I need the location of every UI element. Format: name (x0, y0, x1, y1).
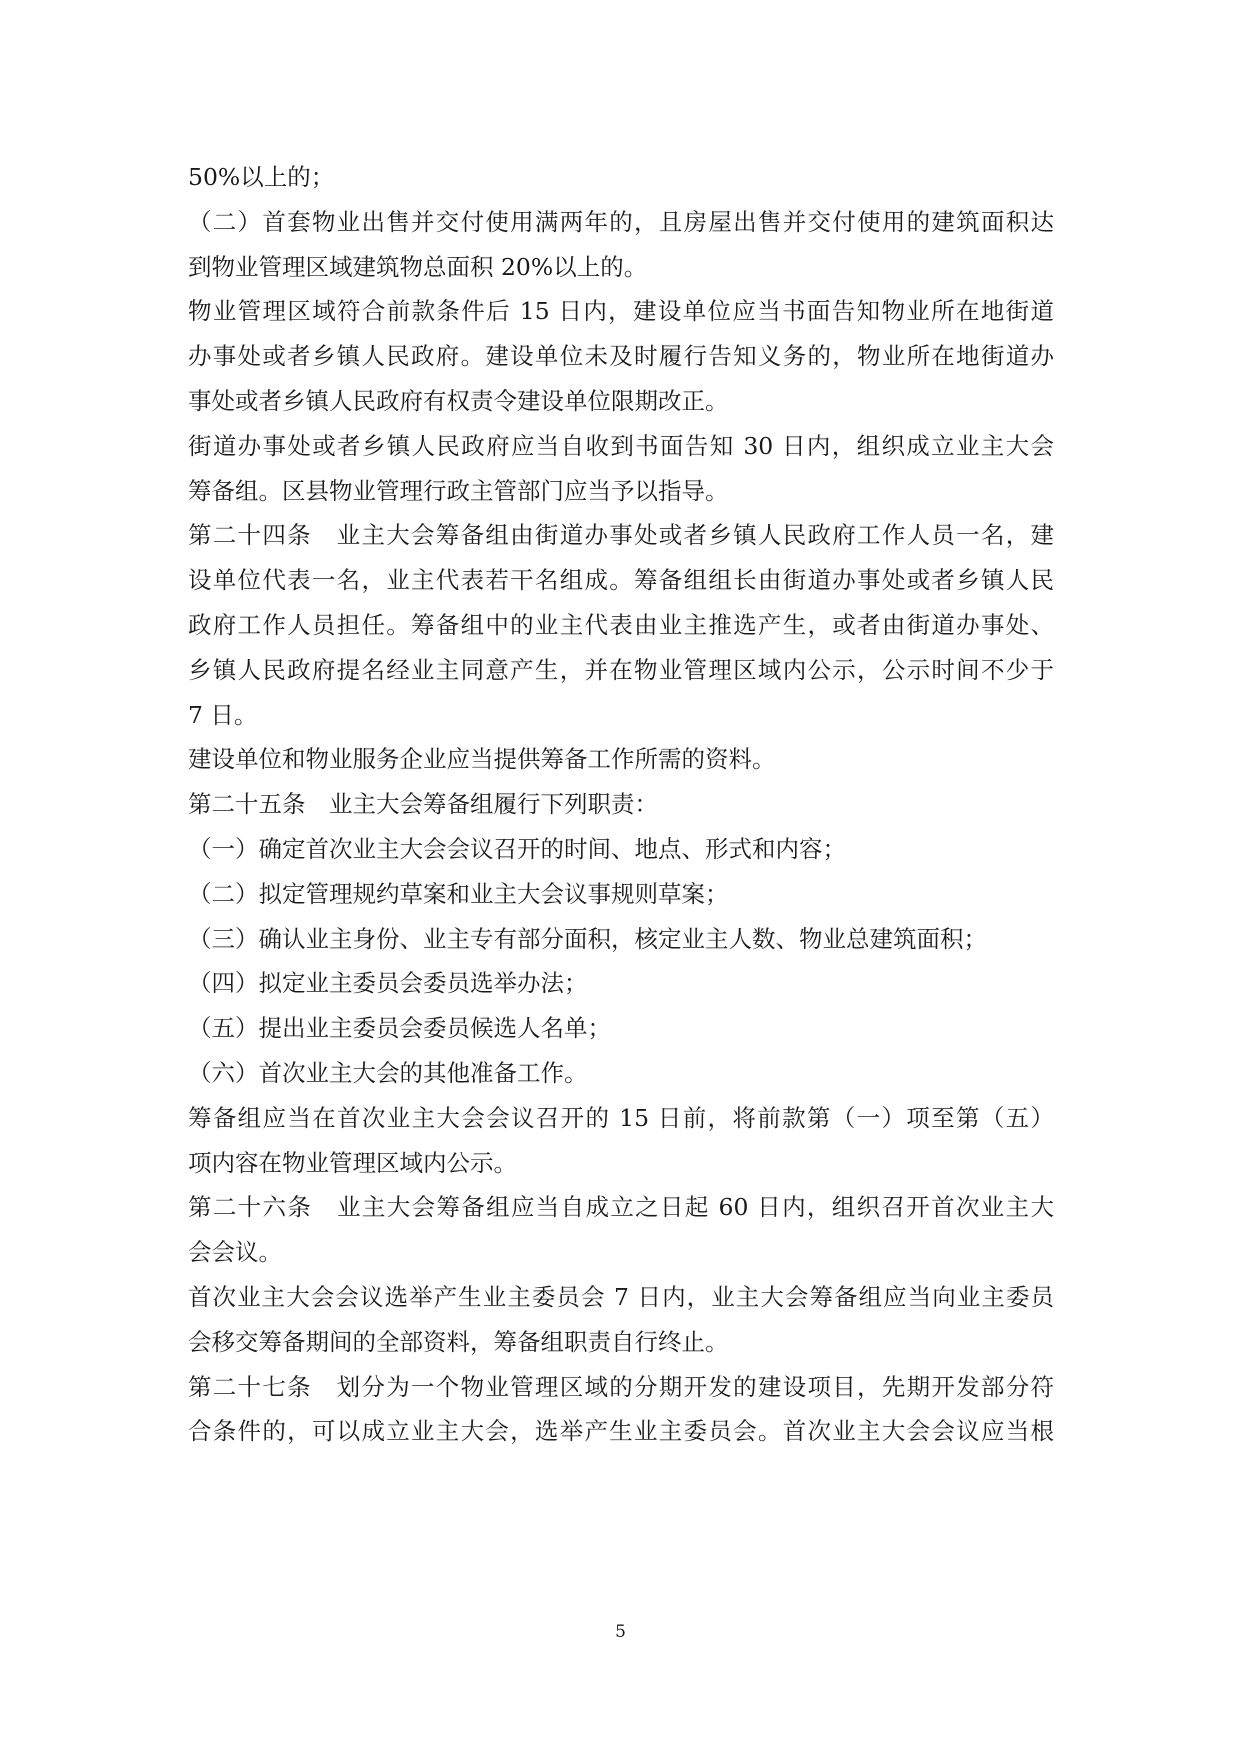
text-line: （二）拟定管理规约草案和业主大会议事规则草案； (188, 879, 729, 908)
text-line: 第二十四条 业主大会筹备组由街道办事处或者乡镇人民政府工作人员一名，建 (188, 521, 1054, 550)
text-line: 建设单位和物业服务企业应当提供筹备工作所需的资料。 (188, 745, 776, 774)
text-line: 到物业管理区域建筑物总面积 20%以上的。 (188, 252, 648, 281)
text-line: 街道办事处或者乡镇人民政府应当自收到书面告知 30 日内，组织成立业主大会 (188, 431, 1054, 460)
text-line: 首次业主大会会议选举产生业主委员会 7 日内，业主大会筹备组应当向业主委员 (188, 1282, 1054, 1311)
text-line: （五）提出业主委员会委员候选人名单； (188, 1014, 611, 1043)
text-line: 第二十六条 业主大会筹备组应当自成立之日起 60 日内，组织召开首次业主大 (188, 1193, 1054, 1222)
text-line: 会会议。 (188, 1238, 282, 1267)
text-line: 50%以上的； (188, 163, 335, 191)
text-line: 筹备组。区县物业管理行政主管部门应当予以指导。 (188, 476, 729, 505)
text-line: 乡镇人民政府提名经业主同意产生，并在物业管理区域内公示，公示时间不少于 (188, 655, 1054, 684)
text-line: 合条件的，可以成立业主大会，选举产生业主委员会。首次业主大会会议应当根 (188, 1417, 1054, 1446)
text-line: 7 日。 (188, 700, 258, 729)
text-line: 设单位代表一名，业主代表若干名组成。筹备组组长由街道办事处或者乡镇人民 (188, 566, 1054, 595)
text-line: 物业管理区域符合前款条件后 15 日内，建设单位应当书面告知物业所在地街道 (188, 297, 1054, 326)
page-number: 5 (615, 1622, 626, 1642)
text-line: 第二十七条 划分为一个物业管理区域的分期开发的建设项目，先期开发部分符 (188, 1372, 1054, 1401)
text-line: 会移交筹备期间的全部资料，筹备组职责自行终止。 (188, 1327, 729, 1356)
text-line: 事处或者乡镇人民政府有权责令建设单位限期改正。 (188, 386, 729, 415)
text-line: 第二十五条 业主大会筹备组履行下列职责： (188, 790, 658, 819)
text-line: （三）确认业主身份、业主专有部分面积，核定业主人数、物业总建筑面积； (188, 924, 987, 953)
text-line: 筹备组应当在首次业主大会会议召开的 15 日前，将前款第（一）项至第（五） (188, 1103, 1054, 1132)
text-line: （四）拟定业主委员会委员选举办法； (188, 969, 588, 998)
text-line: （二）首套物业出售并交付使用满两年的，且房屋出售并交付使用的建筑面积达 (188, 207, 1054, 236)
text-line: 项内容在物业管理区域内公示。 (188, 1148, 517, 1177)
text-line: 政府工作人员担任。筹备组中的业主代表由业主推选产生，或者由街道办事处、 (188, 610, 1054, 639)
document-body (188, 155, 1054, 1454)
text-line: （一）确定首次业主大会会议召开的时间、地点、形式和内容； (188, 834, 846, 863)
text-line: 办事处或者乡镇人民政府。建设单位未及时履行告知义务的，物业所在地街道办 (188, 342, 1054, 371)
text-line: （六）首次业主大会的其他准备工作。 (188, 1058, 588, 1087)
